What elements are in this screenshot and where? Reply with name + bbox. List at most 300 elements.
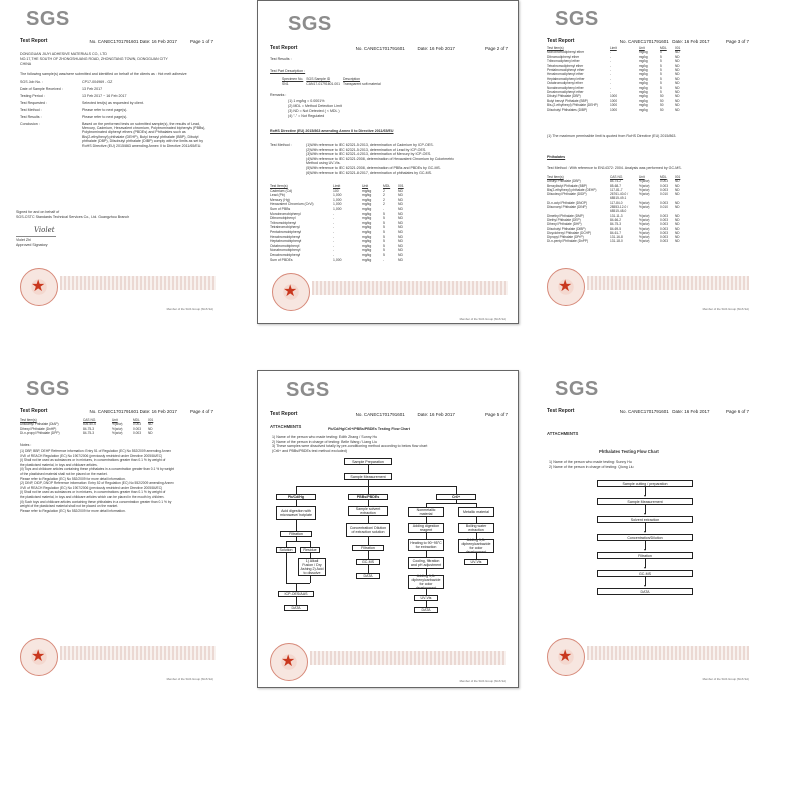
table-cell: Octabromobiphenyl: [270, 243, 300, 248]
table-cell: 5: [660, 76, 662, 81]
notes-label: Notes :: [20, 443, 32, 447]
table-cell: Dibromodiphenyl ether: [547, 54, 580, 59]
table-cell: mg/kg: [362, 202, 372, 207]
flow-connector: [296, 597, 297, 605]
field-value: Selected test(s) as requested by client.: [82, 101, 144, 105]
table-cell: 50: [660, 98, 664, 103]
legal-footer-band: [587, 646, 749, 660]
sgs-seal-icon: [270, 643, 308, 681]
table-cell: 5: [383, 225, 385, 230]
table-cell: Butyl benzyl Phthalate (BBP): [547, 98, 588, 103]
table-cell: 5: [660, 81, 662, 86]
report-number: No. CANEC1701791601: [89, 39, 139, 44]
note-line: XVII of REACH Regulation (EC) No 1907/2006 (previously restricted under Directive 2005/84/EC): [20, 485, 163, 490]
test-method: Test Method : With reference to EN14372: 2004. Analysis was performed by GC-MS.: [547, 166, 682, 170]
table-cell: %(w/w): [112, 431, 123, 436]
column-header: Unit: [362, 184, 369, 188]
flow-connector: [296, 486, 297, 494]
flow-connector: [368, 486, 369, 494]
table-cell: %(w/w): [639, 230, 650, 235]
table-cell: Decabromobiphenyl: [270, 252, 301, 257]
arrow-down-icon: [644, 531, 646, 533]
flow-box-residue: Residue: [300, 547, 320, 553]
column-header: Test Item(s): [270, 184, 288, 188]
field-value: Please refer to next page(s).: [82, 108, 128, 112]
flow-box-data-1: DATA: [284, 605, 308, 611]
table-cell: Diisoamyl Phthalate (DIAP): [20, 422, 59, 427]
signed-for: Signed for and on behalf of: [16, 210, 60, 214]
table-cell: %(w/w): [639, 213, 650, 218]
table-cell: mg/kg: [639, 76, 648, 81]
field-label: Test Results :: [20, 115, 42, 119]
table-cell: Octabromodiphenyl ether: [547, 81, 583, 86]
table-cell: mg/kg: [362, 252, 372, 257]
column-header: Unit: [639, 46, 645, 50]
table-cell: Monobromobiphenyl: [270, 211, 301, 216]
table-cell: mg/kg: [639, 50, 648, 55]
table-cell: ND: [398, 234, 403, 239]
table-cell: Diisobutyl Phthalate (DIBP): [547, 226, 586, 231]
page-number: Page 2 of 7: [484, 46, 508, 51]
flow-box-data-3: DATA: [414, 607, 438, 613]
table-cell: %(w/w): [639, 192, 650, 197]
table-cell: 5: [660, 90, 662, 95]
table-cell: ND: [675, 239, 680, 244]
table-cell: ND: [675, 205, 680, 210]
table-cell: ND: [675, 217, 680, 222]
table-cell: mg/kg: [362, 197, 372, 202]
report-page-1: [8, 0, 223, 320]
table-cell: ND: [398, 206, 403, 211]
remark-line: (3) ND = Not Detected ( < MDL ): [288, 109, 340, 113]
table-cell: mg/kg: [362, 234, 372, 239]
table-cell: 5: [383, 229, 385, 234]
page-footer: Member of the SGS Group (SGS SA): [166, 307, 213, 311]
table-cell: Di-n-pentyl Phthalate (DnPP): [547, 239, 589, 244]
note-line: (i) Shall not be used as substances or in mixtures, in concentrations greater than 0.1 % by weight of: [20, 458, 166, 463]
flow-connector: [296, 520, 297, 531]
page-header: [547, 408, 749, 418]
remark-line: (4) "-" = Not Regulated: [288, 114, 325, 118]
client-company: DONGGUAN JIUYI ADHESIVE MATERIALS CO., LTD: [20, 52, 107, 56]
note-line: (ii) Such toys and childcare articles containing these phthalates in a concentration greater than 0.1 % by: [20, 499, 172, 504]
column-header: 001: [675, 46, 681, 50]
table-cell: 84-69-5: [610, 226, 621, 231]
table-cell: 1000: [610, 94, 618, 99]
table-cell: ND: [398, 239, 403, 244]
column-header: Test Item(s): [20, 418, 37, 422]
table-cell: ND: [675, 81, 680, 86]
report-title: Test Report: [20, 408, 48, 414]
page-number: Page 5 of 7: [484, 412, 508, 417]
table-cell: 28553-12-0 /: [610, 205, 629, 210]
test-part-description: Test Part Description :: [270, 69, 306, 73]
table-cell: 1,000: [333, 257, 342, 262]
table-cell: 50: [660, 103, 664, 108]
flow-box-heating: Heating to 90~95°C for extraction: [408, 539, 444, 551]
table-cell: ND: [675, 76, 680, 81]
table-cell: Tetrabromodiphenyl ether: [547, 63, 584, 68]
method-line: (2)With reference to IEC 62321-5:2013, determination of Lead by ICP-OES.: [306, 147, 427, 152]
table-cell: -: [610, 59, 612, 64]
report-title: Test Report: [547, 38, 575, 44]
table-cell: mg/kg: [639, 103, 648, 108]
column-header: Test Item(s): [547, 175, 564, 179]
table-cell: -: [333, 220, 335, 225]
table-cell: -: [610, 54, 612, 59]
flow-box-data-2: DATA: [356, 573, 380, 579]
table-cell: -: [610, 68, 612, 73]
flow-connector: [368, 551, 369, 559]
report-title: Test Report: [547, 408, 575, 414]
column-header: CAS NO.: [610, 175, 624, 179]
flow-box-pbbs-pbdes: PBBs/PBDEs: [348, 494, 388, 500]
table-cell: %(w/w): [639, 179, 650, 184]
table-cell: Diethyl Phthalate (DEP): [547, 217, 581, 222]
field-label: Test Requested :: [20, 101, 47, 105]
column-header: Limit: [610, 46, 617, 50]
table-cell: ND: [398, 225, 403, 230]
flow-box-cr6: Cr6+: [436, 494, 476, 500]
flow-box-nonmetallic: Nonmetallic material: [408, 507, 444, 517]
flow-box-pb-cd-hg: Pb/Cd/Hg: [276, 494, 316, 500]
table-cell: Tribromobiphenyl: [270, 220, 297, 225]
table-cell: mg/kg: [362, 239, 372, 244]
table-cell: %(w/w): [112, 422, 123, 427]
flow-box-color-development: Adding 1,5-diphenylcarbazide for color development: [458, 539, 494, 553]
table-cell: 84-66-2: [610, 217, 621, 222]
flow-box-metallic: Metallic material: [458, 507, 494, 517]
flow-step: GC-MS: [597, 570, 693, 577]
flow-box-acid-digestion: Acid digestion with microwave/ hotplate: [276, 506, 316, 520]
field-label: Conclusion :: [20, 122, 40, 126]
flow-step: Filtration: [597, 552, 693, 559]
report-page-5: [257, 370, 519, 688]
table-cell: mg/kg: [362, 206, 372, 211]
attachments-label: ATTACHMENTS: [547, 431, 579, 436]
table-cell: Heptabromodiphenyl ether: [547, 76, 585, 81]
report-date: Date: 16 Feb 2017: [417, 46, 455, 51]
spec-header: Specimen No.: [282, 77, 304, 81]
table-cell: ND: [675, 107, 680, 112]
signed-company: SGS-CSTC Standards Technical Services Co., Ltd. Guangzhou Branch: [16, 215, 130, 219]
spec-header: SGS Sample ID: [306, 77, 331, 81]
page-footer: Member of the SGS Group (SGS SA): [459, 679, 506, 683]
flow-connector: [296, 583, 297, 591]
signatory-name: Violet Zhi: [16, 238, 31, 242]
table-cell: mg/kg: [362, 188, 372, 193]
report-number: No. CANEC1701791601: [355, 412, 405, 417]
table-cell: 1000: [610, 103, 618, 108]
table-cell: mg/kg: [362, 248, 372, 253]
signature: Violet: [34, 226, 55, 234]
table-cell: -: [333, 239, 335, 244]
table-cell: -: [610, 50, 612, 55]
remarks-label: Remarks :: [270, 93, 287, 97]
table-cell: -: [610, 72, 612, 77]
table-cell: ND: [398, 193, 403, 198]
table-cell: mg/kg: [639, 63, 648, 68]
report-date: Date: 16 Feb 2017: [417, 412, 455, 417]
legal-footer-band: [60, 276, 216, 290]
table-cell: 5: [383, 220, 385, 225]
table-row: [547, 108, 690, 112]
table-cell: 5: [383, 234, 385, 239]
report-number: No. CANEC1701791601: [619, 409, 669, 414]
field-label: Date of Sample Received :: [20, 87, 63, 91]
note-line: Please refer to Regulation (EC) No 552/2009 for more detail information.: [20, 476, 126, 481]
legal-footer-band: [310, 651, 506, 665]
table-cell: ND: [398, 202, 403, 207]
results-table: [547, 46, 690, 112]
conclusion-line: Polybrominated diphenyl ethers (PBDEs) and Phthalates such as: [82, 130, 186, 135]
report-title: Test Report: [270, 45, 298, 51]
arrow-down-icon: [644, 513, 646, 515]
column-header: CAS NO.: [83, 418, 97, 422]
client-country: CHINA: [20, 62, 32, 66]
flow-chart: [258, 371, 519, 688]
table-cell: -: [333, 225, 335, 230]
table-cell: 0.003: [660, 235, 668, 240]
table-cell: mg/kg: [362, 193, 372, 198]
table-cell: mg/kg: [362, 216, 372, 221]
table-cell: mg/kg: [362, 220, 372, 225]
table-cell: Hexabromodiphenyl ether: [547, 72, 584, 77]
remark-line: (1) 1 mg/kg = 0.0001%: [288, 99, 325, 103]
table-cell: %(w/w): [639, 222, 650, 227]
table-cell: -: [333, 248, 335, 253]
flow-box-solvent-extraction: Sample solvent extraction: [348, 506, 388, 516]
table-cell: mg/kg: [639, 81, 648, 86]
testing-person: 2) Name of the person in charge of testing: Qiong Liu: [549, 465, 634, 469]
table-cell: %(w/w): [639, 235, 650, 240]
table-row: [20, 431, 163, 435]
table-cell: %(w/w): [639, 217, 650, 222]
table-cell: 84-74-2: [610, 179, 621, 184]
note-line: XVII of REACH Regulation (EC) No 1907/2006 (previously restricted under Directive 2005/84/EC): [20, 453, 163, 458]
conclusion-line: Mercury, Cadmium, Hexavalent chromium, Polybrominated biphenyls (PBBs),: [82, 126, 206, 130]
table-cell: ND: [398, 211, 403, 216]
table-cell: 0.003: [660, 217, 668, 222]
section-title: Phthalates: [547, 155, 566, 159]
method-line: Method using UV-Vis.: [306, 161, 341, 166]
remark-line: (2) MDL = Method Detection Limit: [288, 104, 342, 108]
table-cell: -: [610, 90, 612, 95]
sgs-seal-icon: [547, 268, 585, 306]
table-cell: 5: [660, 72, 662, 77]
table-cell: Nonabromodiphenyl ether: [547, 85, 584, 90]
table-cell: Pentabromobiphenyl: [270, 229, 302, 234]
table-cell: Tetrabromobiphenyl: [270, 225, 300, 230]
table-cell: 26761-40-0 /: [610, 192, 629, 197]
conclusion-line: Bis(2-ethylhexyl) phthalate (DEHP), Butyl benzyl phthalate (BBP), Dibutyl: [82, 134, 199, 139]
table-cell: 84-75-3: [83, 431, 94, 436]
table-cell: 5: [383, 243, 385, 248]
page-header: [20, 38, 213, 48]
flow-box-boiling-water: Boiling water extraction: [458, 523, 494, 533]
column-header: Test Item(s): [547, 46, 564, 50]
table-cell: 85-68-7: [610, 183, 621, 188]
table-cell: 1000: [610, 98, 618, 103]
table-cell: 2: [383, 197, 385, 202]
sgs-logo: SGS: [286, 379, 330, 401]
page-footer: Member of the SGS Group (SGS SA): [702, 677, 749, 681]
table-cell: 1,000: [333, 206, 342, 211]
report-number: No. CANEC1701791601: [619, 39, 669, 44]
table-cell: 1,000: [333, 193, 342, 198]
table-cell: ND: [675, 50, 680, 55]
report-date: Date: 16 Feb 2017: [139, 39, 177, 44]
table-cell: mg/kg: [639, 107, 648, 112]
flow-box-filtration-2: Filtration: [352, 545, 384, 551]
table-cell: 5: [383, 239, 385, 244]
note-line: the plasticised material, in toys and childcare articles which can be placed in the mouth by children.: [20, 495, 165, 499]
table-cell: Bis-(2-ethylhexyl) Phthalate (DEHP): [547, 103, 598, 108]
table-cell: 84-61-7: [610, 230, 621, 235]
table-cell: 605-50-5: [83, 422, 96, 427]
flow-box-cooling: Cooling, filtration and pH adjustment: [408, 557, 444, 569]
testing-person-line: 1) Name of the person who made testing: Edith Zhang / Sunny Hu: [272, 435, 378, 439]
sgs-seal-icon: [272, 273, 310, 311]
table-cell: %(w/w): [639, 226, 650, 231]
table-cell: ND: [675, 68, 680, 73]
table-cell: Nonabromobiphenyl: [270, 248, 301, 253]
arrow-down-icon: [644, 567, 646, 569]
table-cell: ND: [675, 192, 680, 197]
table-cell: 0.003: [660, 239, 668, 244]
table-cell: %(w/w): [639, 200, 650, 205]
table-cell: Sum of PBBs: [270, 206, 291, 211]
attachments-label: ATTACHMENTS: [270, 424, 302, 429]
conclusion-line: phthalate (DBP), Diisobutyl phthalate (DIBP) comply with the limits as set by: [82, 139, 204, 144]
table-cell: mg/kg: [639, 68, 648, 73]
table-cell: mg/kg: [639, 72, 648, 77]
table-cell: 0.003: [660, 183, 668, 188]
flow-chart-title: Pb/Cd/Hg/Cr6+/PBBs/PBDEs Testing Flow Chart: [328, 427, 410, 431]
limit-note: (1) The maximum permissible limit is quoted from RoHS Directive (EU) 2015/863.: [547, 134, 677, 138]
table-cell: ND: [398, 220, 403, 225]
table-cell: ND: [148, 426, 153, 431]
table-cell: Monobromodiphenyl ether: [547, 50, 585, 55]
table-cell: -: [333, 243, 335, 248]
table-cell: 117-81-7: [610, 187, 623, 192]
table-cell: ND: [675, 98, 680, 103]
table-cell: ND: [675, 85, 680, 90]
table-cell: -: [333, 252, 335, 257]
sgs-seal-icon: [20, 638, 58, 676]
sgs-logo: SGS: [288, 13, 332, 35]
table-cell: ND: [398, 188, 403, 193]
table-cell: -: [333, 211, 335, 216]
test-results-label: Test Results :: [270, 57, 292, 61]
table-cell: ND: [398, 229, 403, 234]
table-cell: -: [333, 234, 335, 239]
table-cell: Dipropyl Phthalate (DPrP): [547, 235, 584, 240]
table-cell: 68515-49-1: [610, 196, 627, 201]
table-cell: Diisononyl Phthalate (DINP): [547, 205, 587, 210]
note-line: (2) DINP, DIDP, DNOP Reference information: Entry 52 of Regulation (EC) No 552/2009 amending Annex: [20, 481, 174, 486]
table-cell: 131-11-3: [610, 213, 623, 218]
table-cell: Benzylbutyl Phthalate (BBP): [547, 183, 588, 188]
flow-connector: [456, 486, 457, 494]
table-cell: Dimethyl Phthalate (DMP): [547, 213, 584, 218]
flow-box-concentration: Concentration/ Dilution of extraction solution: [346, 523, 390, 537]
table-cell: 0.003: [660, 222, 668, 227]
table-cell: -: [610, 85, 612, 90]
table-cell: 5: [660, 50, 662, 55]
flow-step: Sample cutting / preparation: [597, 480, 693, 487]
flow-box-color-development-2: Adding 1,5-diphenylcarbazide for color development: [408, 575, 444, 589]
table-row: [270, 258, 413, 263]
arrow-down-icon: [644, 585, 646, 587]
table-cell: Heptabromobiphenyl: [270, 239, 302, 244]
column-header: Unit: [639, 175, 645, 179]
table-cell: mg/kg: [639, 54, 648, 59]
results-table: [270, 184, 413, 262]
table-cell: 0.003: [660, 213, 668, 218]
table-cell: 1,000: [333, 197, 342, 202]
report-title: Test Report: [20, 38, 48, 44]
table-cell: ND: [675, 213, 680, 218]
table-cell: ND: [675, 63, 680, 68]
table-cell: 0.003: [133, 422, 141, 427]
table-cell: %(w/w): [639, 183, 650, 188]
flow-connector: [368, 516, 369, 523]
flow-connector: [368, 565, 369, 573]
table-cell: -: [383, 257, 385, 262]
specimen-table: [282, 77, 384, 86]
table-cell: mg/kg: [362, 211, 372, 216]
table-cell: 1,000: [333, 202, 342, 207]
table-cell: mg/kg: [639, 59, 648, 64]
table-cell: 5: [383, 248, 385, 253]
table-cell: ND: [675, 59, 680, 64]
table-cell: mg/kg: [362, 229, 372, 234]
table-cell: 1000: [610, 107, 618, 112]
flow-box-digestion-reagent: Adding digestion reagent: [408, 523, 444, 533]
table-cell: Dicyclohexyl Phthalate (DCHP): [547, 230, 592, 235]
note-line: (i) Shall not be used as substances or in mixtures, in concentrations greater than 0.1 % by weight of: [20, 490, 166, 495]
column-header: 001: [148, 418, 154, 422]
table-cell: 0.003: [660, 200, 668, 205]
table-cell: Hexavalent Chromium (CrVI): [270, 202, 314, 207]
table-cell: %(w/w): [639, 239, 650, 244]
field-value: CP17-004969 - GZ: [82, 80, 113, 84]
table-cell: Diisodecyl Phthalate (DIDP): [547, 192, 587, 197]
table-cell: Di-n-propyl Phthalate (DPP): [20, 431, 60, 436]
table-cell: -: [610, 81, 612, 86]
note-line: (ii) Toys and childcare articles containing these phthalates in a concentration greater than 0.1 % by weight: [20, 467, 175, 472]
table-cell: 5: [660, 68, 662, 73]
flow-connector: [368, 465, 369, 473]
field-value: 13 Feb 2017: [82, 87, 103, 91]
table-cell: Diisobutyl Phthalates (DIBP): [547, 107, 588, 112]
column-header: Unit: [112, 418, 118, 422]
method-line: (3)With reference to IEC 62321-4:2013, determination of Mercury by ICP-OES.: [306, 152, 432, 157]
table-cell: 5: [383, 216, 385, 221]
flow-box-sample-measurement: Sample Measurement: [344, 473, 392, 480]
table-cell: ND: [675, 179, 680, 184]
table-cell: 5: [660, 85, 662, 90]
testing-person-line: 2) Name of the person in charge of testing: Belle Wang / Liang Liu: [272, 439, 377, 444]
page-number: Page 6 of 7: [725, 409, 749, 414]
sgs-seal-icon: [547, 638, 585, 676]
table-cell: ND: [675, 54, 680, 59]
report-date: Date: 16 Feb 2017: [139, 409, 177, 414]
table-cell: 5: [660, 59, 662, 64]
field-value: 13 Feb 2017 ~ 16 Feb 2017: [82, 94, 127, 98]
spec-cell: SN1: [282, 81, 289, 86]
